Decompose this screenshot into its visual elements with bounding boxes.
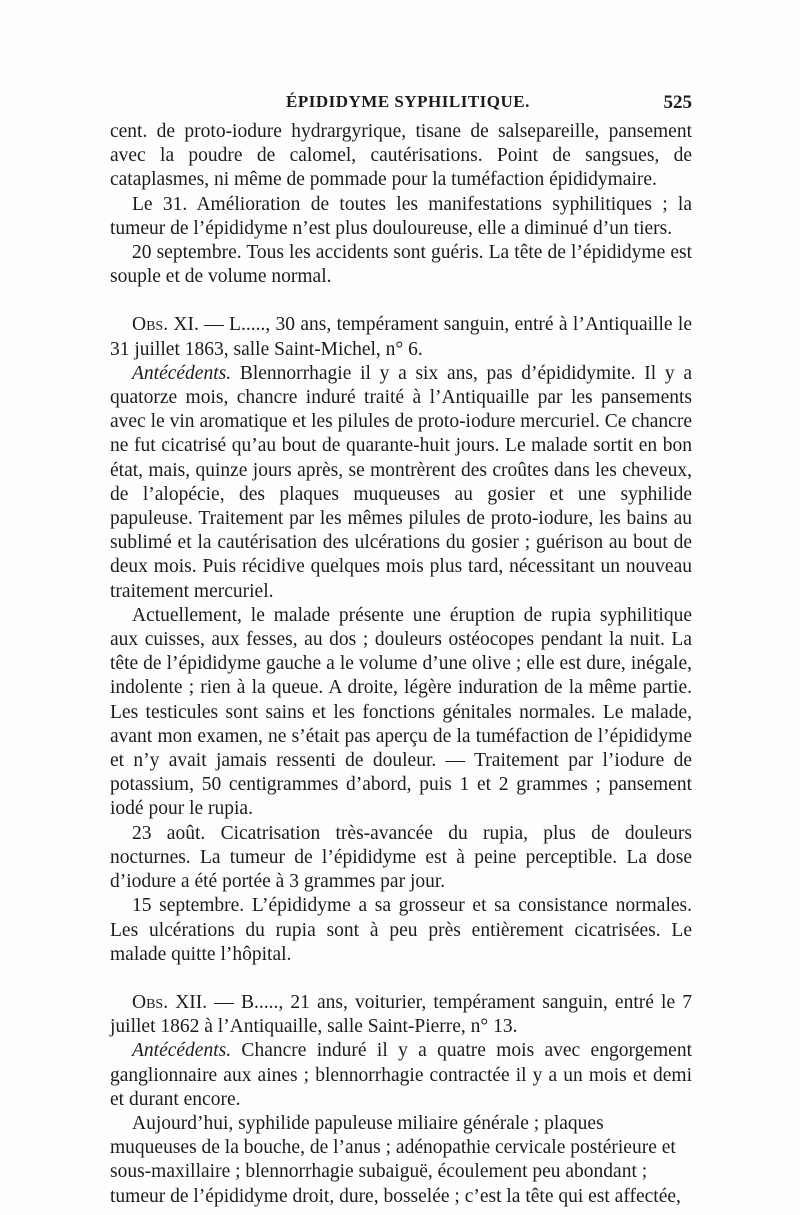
observation-xi-antecedents — [110, 362, 692, 604]
antecedents-text: Chancre induré il y a quatre mois avec engorgement ganglionnaire aux aines ; blennorrhagie contractée il y a un mois et demi et durant encore. — [110, 1040, 692, 1110]
page-number: 525 — [663, 92, 692, 113]
observation-xii-antecedents — [110, 1039, 692, 1112]
observation-xii-label: Obs. XII. — [132, 991, 208, 1013]
paragraph-20-septembre: 20 septembre. Tous les accidents sont guéris. La tête de l’épididyme est souple et de volume normal. — [110, 242, 692, 288]
paragraph-treatment-continued: cent. de proto-iodure hydrargyrique, tisane de salsepareille, pansement avec la poudre de calomel, cautérisations. Point de sangsues, de cataplasmes, ni même de pommade pour la tuméfaction épididymaire. — [110, 121, 692, 191]
observation-xi-23-aout: 23 août. Cicatrisation très-avancée du rupia, plus de douleurs nocturnes. La tumeur de l’épididyme est à peine perceptible. La dose d’iodure a été portée à 3 grammes par jour. — [110, 822, 692, 893]
observation-xii-intro-text: — B....., 21 ans, voiturier, tempérament sanguin, entré le 7 juillet 1862 à l’Antiquaille, salle Saint-Pierre, n° 13. — [110, 991, 693, 1038]
observation-xi-15-septembre: 15 septembre. L’épididyme a sa grosseur et sa consistance normales. Les ulcérations du rupia sont à peu près entièrement cicatrisées. Le malade quitte l’hôpital. — [110, 895, 692, 965]
paragraph-le-31: Le 31. Amélioration de toutes les manifestations syphilitiques ; la tumeur de l’épididyme n’est plus douloureuse, elle a diminué d’un tiers. — [110, 193, 692, 239]
body-text — [110, 120, 692, 1209]
running-head — [110, 92, 692, 118]
observation-xii-intro — [110, 991, 692, 1039]
observation-xi-label: Obs. XI. — [132, 314, 199, 336]
observation-xi-intro-text: — L....., 30 ans, tempérament sanguin, entré à l’Antiquaille le 31 juillet 1863, salle Saint-Michel, n° 6. — [110, 314, 692, 360]
antecedents-label: Antécédents. — [132, 362, 232, 384]
antecedents-label: Antécédents. — [132, 1040, 232, 1062]
observation-xi-current-state: Actuellement, le malade présente une éruption de rupia syphilitique aux cuisses, aux fesses, au dos ; douleurs ostéocopes pendant la nuit. La tête de l’épididyme gauche a le volume d’une olive ; elle est dure, inégale, indolente ; rien à la queue. A droite, légère induration de la même partie. Les testicules sont sains et les fonctions génitales normales. Le malade, avant mon examen, ne s’était pas aperçu de la tuméfaction de l’épididyme et n’y avait jamais ressenti de douleur. — Traitement par l’iodure de potassium, 50 centigrammes d’abord, puis 1 et 2 grammes ; pansement iodé pour le rupia. — [110, 604, 692, 820]
observation-xii-today: Aujourd’hui, syphilide papuleuse miliaire générale ; plaques muqueuses de la bouche, de l’anus ; adénopathie cervicale postérieure et sous-maxillaire ; blennorrhagie subaiguë, écoulement peu abondant ; tumeur de l’épididyme droit, dure, bosselée ; c’est la tête qui est affectée, — [110, 1112, 681, 1207]
antecedents-text: Blennorrhagie il y a six ans, pas d’épididymite. Il y a quatorze mois, chancre induré traité à l’Antiquaille par les pansements avec le vin aromatique et les pilules de proto-iodure mercuriel. Ce chancre ne fut cicatrisé qu’au bout de quarante-huit jours. Le malade sortit en bon état, mais, quinze jours après, se montrèrent des croûtes dans les cheveux, de l’alopécie, des plaques muqueuses au gosier et une syphilide papuleuse. Traitement par les mêmes pilules de proto-iodure, les bains au sublimé et la cautérisation des ulcérations du gosier ; guérison au bout de deux mois. Puis récidive quelques mois plus tard, nécessitant un nouveau traitement mercuriel. — [110, 362, 692, 602]
running-title: ÉPIDIDYME SYPHILITIQUE. — [286, 92, 530, 111]
observation-xi-intro — [110, 313, 692, 361]
